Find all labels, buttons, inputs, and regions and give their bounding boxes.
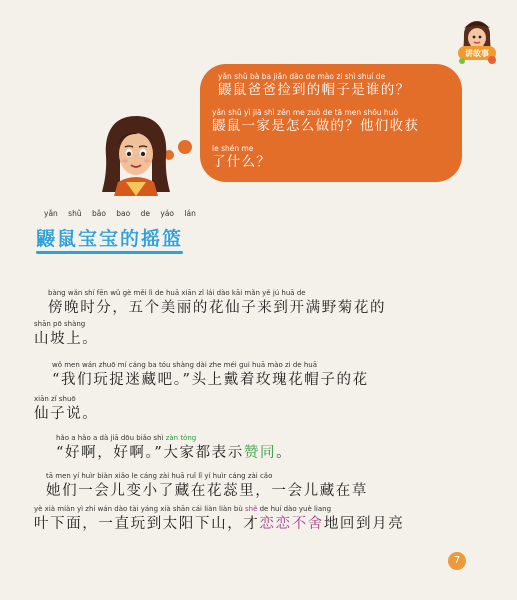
story-line bbox=[34, 504, 404, 534]
line-pinyin: shān pō shàng bbox=[34, 320, 86, 328]
line-text: 山坡上。 bbox=[34, 331, 99, 347]
story-title: 鼹鼠宝宝的摇篮 bbox=[36, 224, 183, 251]
story-line bbox=[48, 288, 386, 318]
question-pinyin: yǎn shǔ yì jiā shì zěn me zuò de tā men shōu huò bbox=[212, 108, 399, 117]
line-text: 她们一会儿变小了藏在花蕊里，一会儿藏在草 bbox=[46, 483, 368, 499]
vocab-word: 赞同 bbox=[243, 445, 277, 461]
story-line bbox=[56, 433, 292, 463]
line-pinyin: xiān zǐ shuō bbox=[34, 395, 76, 403]
page-number: 7 bbox=[448, 552, 466, 570]
line-pinyin: de huí dào yuè liang bbox=[257, 505, 332, 513]
story-title-pinyin: yǎn shǔ bǎo bao de yáo lán bbox=[44, 209, 196, 218]
question-pinyin: yǎn shǔ bà ba jiǎn dào de mào zi shì shuí de bbox=[218, 72, 386, 81]
question-text: 鼹鼠一家是怎么做的？他们收获 bbox=[212, 118, 420, 134]
line-text: 地回到月亮 bbox=[323, 516, 405, 532]
question-line bbox=[218, 72, 410, 98]
storyteller-avatar bbox=[96, 112, 176, 196]
line-pinyin: yè xià miàn yì zhí wán dào tài yáng xià shān cái liàn liàn bù bbox=[34, 505, 245, 513]
question-pinyin: le shén me bbox=[212, 144, 254, 153]
vocab-pinyin: zàn tóng bbox=[165, 434, 197, 442]
line-text: 仙子说。 bbox=[34, 406, 99, 422]
line-text: 叶下面，一直玩到太阳下山，才 bbox=[34, 516, 260, 532]
question-text: 了什么？ bbox=[212, 154, 272, 170]
line-pinyin: tā men yí huìr biàn xiǎo le cáng zài huā ruǐ lǐ yí huìr cáng zài cǎo bbox=[46, 472, 273, 480]
line-text: 。 bbox=[276, 445, 293, 461]
line-pinyin: hǎo a hǎo a dà jiā dōu biǎo shì bbox=[56, 434, 166, 442]
line-pinyin: wǒ men wán zhuō mí cáng ba tóu shàng dài zhe méi gui huā mào zi de huā bbox=[52, 361, 317, 369]
thought-dot bbox=[178, 140, 192, 154]
vocab-word: 恋恋不舍 bbox=[259, 516, 324, 532]
story-line bbox=[52, 360, 369, 390]
question-line bbox=[212, 144, 271, 170]
badge-label: 讲故事 bbox=[465, 49, 489, 58]
story-line bbox=[34, 319, 98, 349]
story-line bbox=[34, 394, 98, 424]
line-text: 傍晚时分，五个美丽的花仙子来到开满野菊花的 bbox=[48, 300, 387, 316]
vocab-pinyin: shě bbox=[244, 505, 258, 513]
line-text: “好啊，好啊。”大家都表示 bbox=[56, 445, 244, 461]
story-line bbox=[46, 471, 368, 501]
storytelling-badge-icon bbox=[452, 14, 502, 66]
line-text: “我们玩捉迷藏吧。”头上戴着玫瑰花帽子的花 bbox=[52, 372, 369, 388]
question-line bbox=[212, 108, 419, 134]
line-pinyin: bàng wǎn shí fēn wǔ gè měi lì de huā xiān zǐ lái dào kāi mǎn yě jú huā de bbox=[48, 289, 306, 297]
question-text: 鼹鼠爸爸捡到的帽子是谁的？ bbox=[218, 82, 411, 98]
